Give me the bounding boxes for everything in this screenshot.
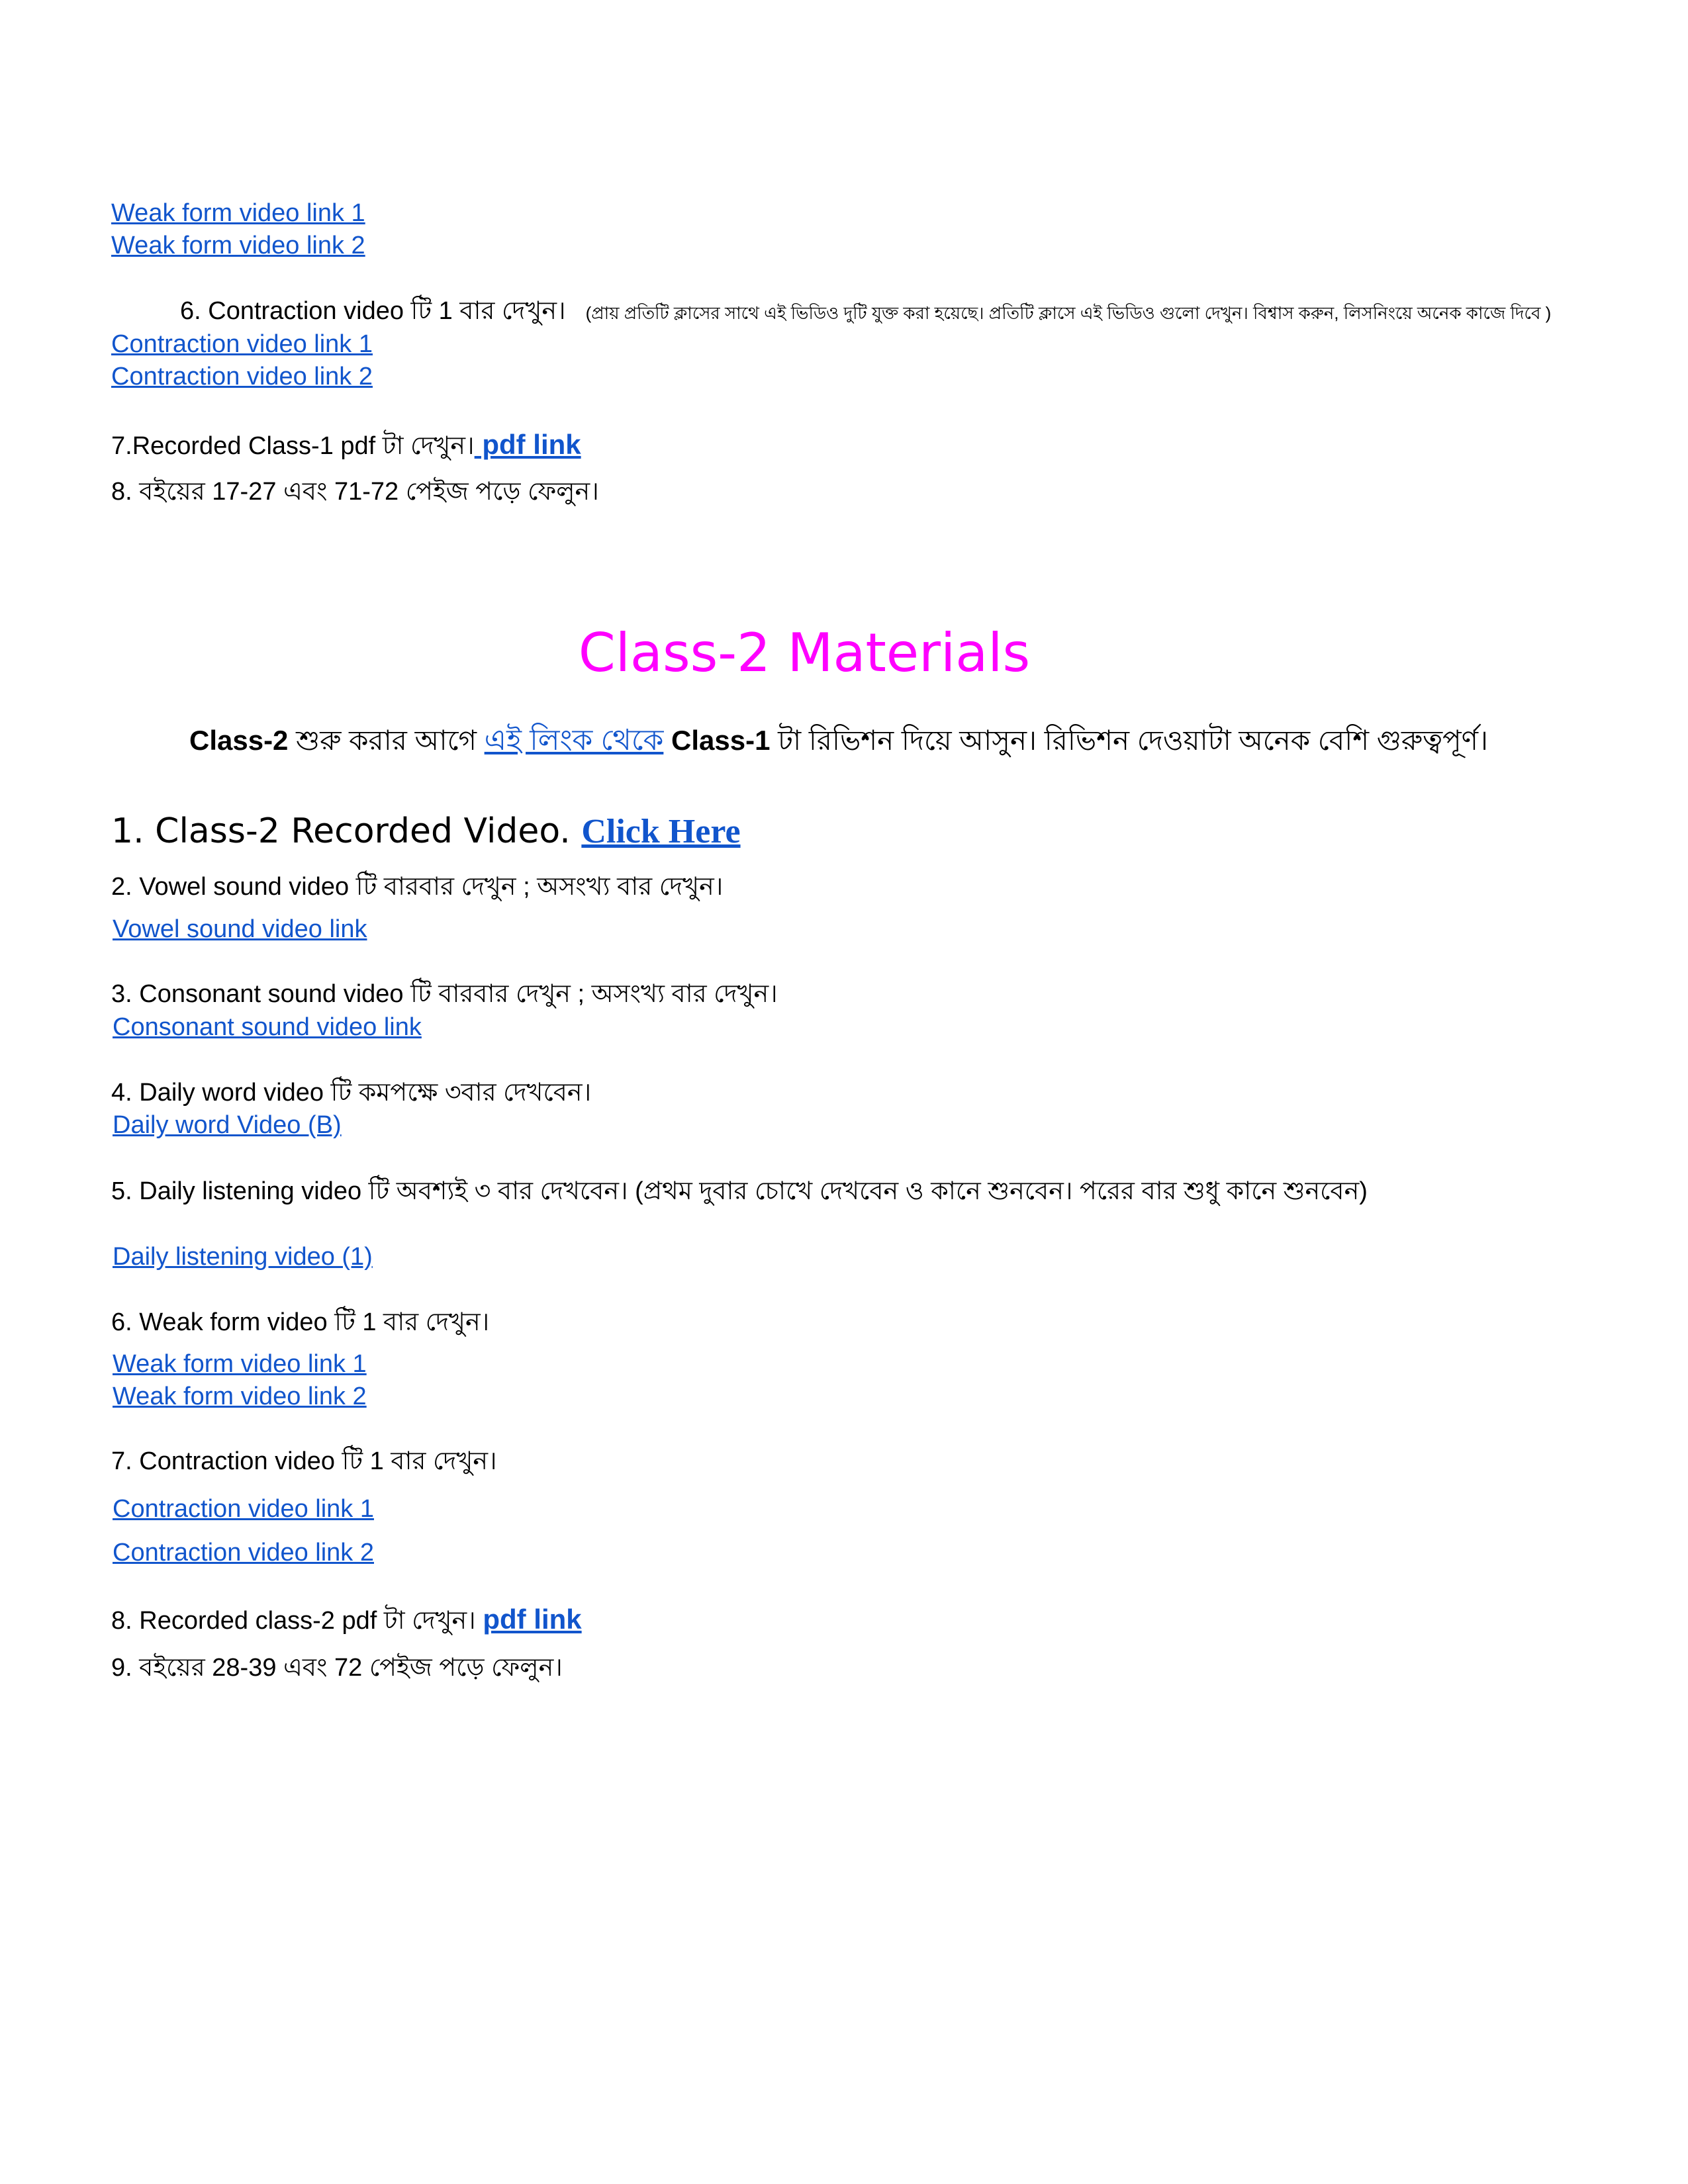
contraction-instruction bbox=[180, 295, 1551, 329]
recorded-video-line bbox=[111, 811, 741, 851]
revision-class1: Class-1 bbox=[663, 725, 771, 756]
recorded-video-text: 1. Class-2 Recorded Video. bbox=[111, 811, 582, 851]
class2-book-pages-instruction: 9. বইয়ের 28-39 এবং 72 পেইজ পড়ে ফেলুন। bbox=[111, 1654, 563, 1682]
consonant-instruction: 3. Consonant sound video টি বারবার দেখুন ; অসংখ্য বার দেখুন। bbox=[111, 980, 778, 1008]
vowel-instruction: 2. Vowel sound video টি বারবার দেখুন ; অসংখ্য বার দেখুন। bbox=[111, 873, 724, 901]
revision-class2: Class-2 bbox=[189, 725, 289, 756]
revision-after-link: টা রিভিশন দিয়ে আসুন। রিভিশন দেওয়াটা অনেক বেশি গুরুত্বপূর্ণ। bbox=[770, 725, 1489, 756]
class2-contraction-link-1[interactable]: Contraction video link 1 bbox=[113, 1495, 374, 1523]
page-title: Class-2 Materials bbox=[578, 622, 1031, 684]
daily-word-link[interactable]: Daily word Video (B) bbox=[113, 1111, 342, 1139]
daily-listening-instruction: 5. Daily listening video টি অবশ্যই ৩ বার দেখবেন। (প্রথম দুবার চোখে দেখবেন ও কানে শুনবেন। পরের বার শুধু কানে শুনবেন) bbox=[111, 1177, 1368, 1205]
class2-weak-form-link-2[interactable]: Weak form video link 2 bbox=[113, 1383, 367, 1410]
class2-pdf-line bbox=[111, 1604, 582, 1637]
weak-form-link-2[interactable]: Weak form video link 2 bbox=[111, 232, 365, 259]
class2-pdf-link[interactable]: pdf link bbox=[483, 1604, 582, 1635]
class2-weak-form-link-1[interactable]: Weak form video link 1 bbox=[113, 1350, 367, 1378]
contraction-note: (প্রায় প্রতিটি ক্লাসের সাথে এই ভিডিও দুটি যুক্ত করা হয়েছে। প্রতিটি ক্লাসে এই ভিডিও গুলো দেখুন। বিশ্বাস করুন, লিসনিংয়ে অনেক কাজে দিবে ) bbox=[585, 303, 1552, 323]
revision-link[interactable]: এই লিংক থেকে bbox=[484, 724, 664, 756]
book-pages-instruction: 8. বইয়ের 17-27 এবং 71-72 পেইজ পড়ে ফেলুন। bbox=[111, 478, 599, 506]
click-here-link[interactable]: Click Here bbox=[581, 813, 741, 850]
class2-contraction-instruction: 7. Contraction video টি 1 বার দেখুন। bbox=[111, 1447, 497, 1475]
contraction-link-1[interactable]: Contraction video link 1 bbox=[111, 330, 373, 358]
revision-before-link: শুরু করার আগে bbox=[288, 725, 485, 756]
class2-pdf-text: 8. Recorded class-2 pdf টা দেখুন। bbox=[111, 1607, 483, 1635]
consonant-sound-link[interactable]: Consonant sound video link bbox=[113, 1013, 422, 1041]
contraction-link-2[interactable]: Contraction video link 2 bbox=[111, 363, 373, 390]
revision-instruction bbox=[189, 718, 1488, 766]
pdf-link[interactable]: pdf link bbox=[474, 429, 581, 460]
weak-form-instruction: 6. Weak form video টি 1 বার দেখুন। bbox=[111, 1308, 490, 1336]
vowel-sound-link[interactable]: Vowel sound video link bbox=[113, 915, 367, 943]
recorded-pdf-text: 7.Recorded Class-1 pdf টা দেখুন। bbox=[111, 432, 475, 460]
class2-contraction-link-2[interactable]: Contraction video link 2 bbox=[113, 1539, 374, 1567]
contraction-step-text: 6. Contraction video টি 1 বার দেখুন। bbox=[180, 297, 566, 325]
recorded-pdf-line bbox=[111, 429, 581, 462]
daily-listening-link[interactable]: Daily listening video (1) bbox=[113, 1243, 373, 1271]
daily-word-instruction: 4. Daily word video টি কমপক্ষে ৩বার দেখবেন। bbox=[111, 1079, 592, 1107]
weak-form-link-1[interactable]: Weak form video link 1 bbox=[111, 199, 365, 227]
